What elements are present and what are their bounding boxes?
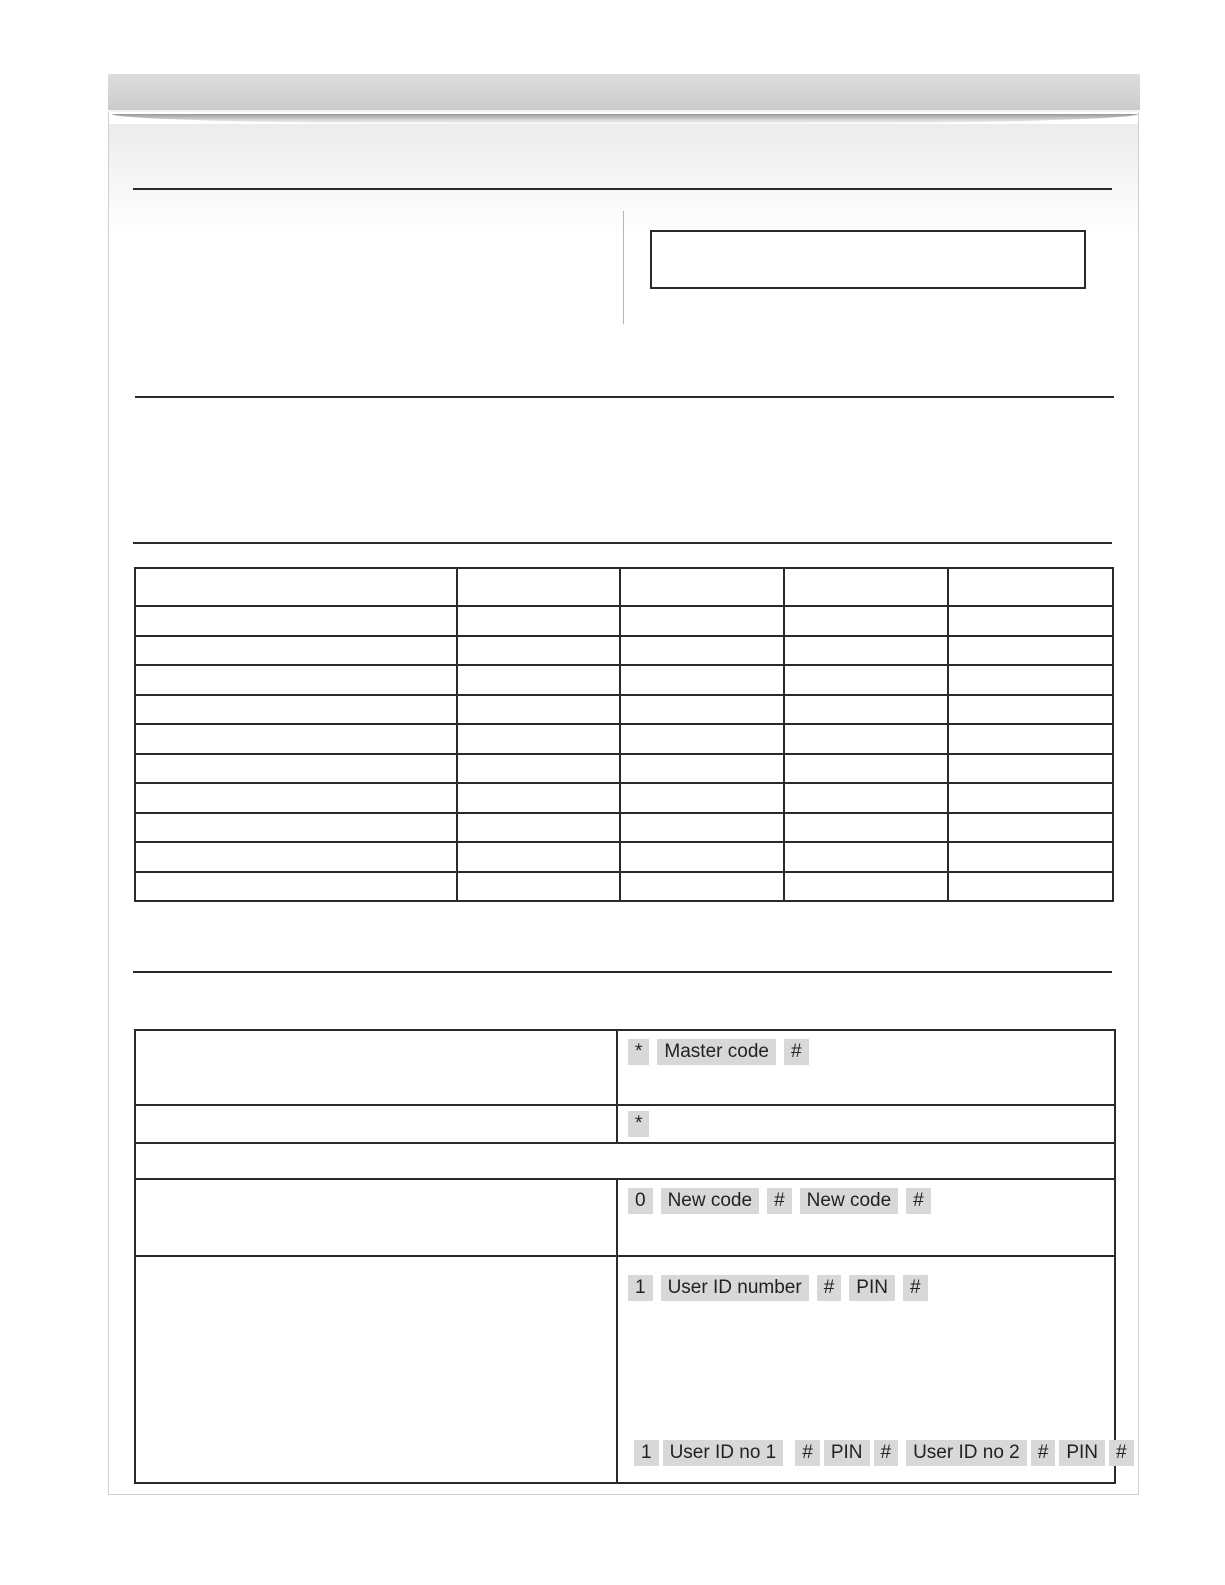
table-row — [135, 636, 1113, 666]
section-rule-1 — [133, 188, 1112, 190]
key-sequence — [628, 1188, 939, 1214]
key-star: * — [628, 1111, 649, 1137]
header-bar — [108, 74, 1140, 112]
key-star: * — [628, 1039, 649, 1065]
code-sequence-cell — [617, 1105, 1115, 1143]
key-new-code: New code — [800, 1188, 899, 1214]
code-row-label-cell — [135, 1105, 617, 1143]
code-row-full-cell — [135, 1143, 1115, 1179]
key-sequence — [628, 1111, 657, 1137]
code-sequence-cell — [617, 1179, 1115, 1256]
code-row-master — [135, 1030, 1115, 1105]
table-header-row — [135, 568, 1113, 606]
code-row-label-cell — [135, 1179, 617, 1256]
column-divider — [623, 211, 624, 324]
key-hash: # — [767, 1188, 792, 1214]
key-user-id-number: User ID number — [661, 1275, 809, 1301]
key-hash: # — [1031, 1440, 1056, 1466]
key-hash: # — [906, 1188, 931, 1214]
table-row — [135, 783, 1113, 813]
table-row — [135, 842, 1113, 872]
table-row — [135, 695, 1113, 725]
keypad-code-table — [134, 1029, 1127, 1484]
code-row-star — [135, 1105, 1115, 1143]
code-row-user-pin — [135, 1256, 1115, 1483]
info-box — [650, 230, 1086, 289]
key-hash: # — [874, 1440, 899, 1466]
header-highlight — [108, 110, 1140, 112]
key-new-code: New code — [661, 1188, 760, 1214]
key-hash: # — [784, 1039, 809, 1065]
key-hash: # — [817, 1275, 842, 1301]
key-pin: PIN — [1059, 1440, 1105, 1466]
key-one: 1 — [634, 1440, 659, 1466]
section-rule-2 — [135, 396, 1114, 398]
key-hash: # — [903, 1275, 928, 1301]
key-sequence-two-users — [634, 1440, 1138, 1466]
table-row — [135, 754, 1113, 784]
key-user-id-no-1: User ID no 1 — [663, 1440, 784, 1466]
key-hash: # — [1109, 1440, 1134, 1466]
key-sequence — [628, 1039, 817, 1065]
blank-grid-table — [134, 567, 1114, 902]
table-row — [135, 665, 1113, 695]
key-master-code: Master code — [657, 1039, 776, 1065]
key-sequence — [628, 1275, 936, 1301]
key-zero: 0 — [628, 1188, 653, 1214]
key-one: 1 — [628, 1275, 653, 1301]
section-rule-3 — [133, 542, 1112, 544]
code-sequence-cell — [617, 1256, 1127, 1483]
key-pin: PIN — [824, 1440, 870, 1466]
code-row-spanning — [135, 1143, 1115, 1179]
key-hash: # — [795, 1440, 820, 1466]
section-rule-4 — [133, 971, 1112, 973]
table-row — [135, 606, 1113, 636]
code-row-label-cell — [135, 1256, 617, 1483]
code-row-label-cell — [135, 1030, 617, 1105]
code-row-new-code — [135, 1179, 1115, 1256]
table-row — [135, 813, 1113, 843]
table-row — [135, 724, 1113, 754]
code-sequence-cell — [617, 1030, 1115, 1105]
key-pin: PIN — [849, 1275, 895, 1301]
table-row — [135, 872, 1113, 902]
key-user-id-no-2: User ID no 2 — [906, 1440, 1027, 1466]
